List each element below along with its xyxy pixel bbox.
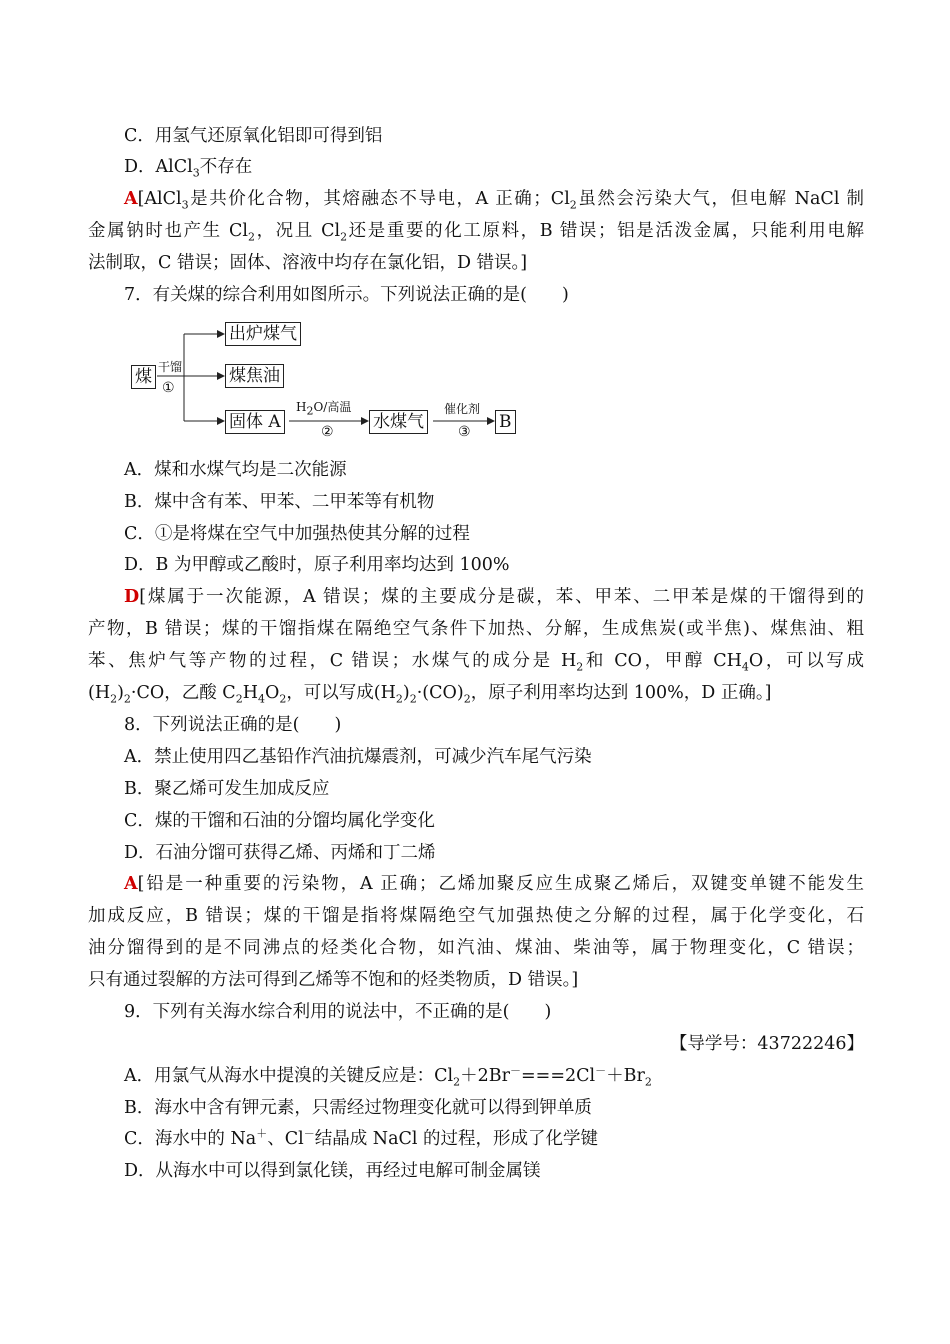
q9-option-a: A．用氯气从海水中提溴的关键反应是：$Cl_2+2Br^-===2Cl^-+Br_2$ [124, 1064, 652, 1089]
q7-option-a: A．煤和水煤气均是二次能源 [124, 460, 347, 480]
step1-label: 干馏 [158, 360, 183, 374]
guide-number: 【导学号：43722246】 [669, 1034, 864, 1054]
q8-option-b: B．聚乙烯可发生加成反应 [124, 779, 330, 799]
step3-number: ③ [458, 424, 471, 440]
q6-option-c: C．用氢气还原氧化铝即可得到铝 [124, 126, 383, 146]
q7-option-d: D．B 为甲醇或乙酸时，原子利用率均达到 100% [124, 555, 510, 575]
q6-answer-line-2: 金属钠时也产生 $Cl_2$，况且 $Cl_2$还是重要的化工原料，B 错误；铝是活泼金属，只能利用电解 [88, 221, 864, 244]
step2-label: $H_2O/$高温 [296, 400, 352, 418]
q8-answer-line-3: 油分馏得到的是不同沸点的烃类化合物，如汽油、煤油、柴油等，属于物理变化，C 错误； [88, 938, 864, 958]
q6-answer-letter: A [124, 189, 138, 209]
q7-answer-line-4: $(H_2)_2\cdot CO$，乙酸 $C_2H_4O_2$，可以写成$(H_2)_2\cdot(CO)_2$，原子利用率均达到 100%，D 正确。] [88, 683, 772, 706]
q8-option-d: D．石油分馏可获得乙烯、丙烯和丁二烯 [124, 843, 436, 863]
q8-answer-line-4: 只有通过裂解的方法可得到乙烯等不饱和的烃类物质，D 错误。] [88, 970, 579, 990]
q8-option-c: C．煤的干馏和石油的分馏均属化学变化 [124, 811, 435, 831]
step2-number: ② [321, 424, 334, 440]
q7-option-b: B．煤中含有苯、甲苯、二甲苯等有机物 [124, 492, 435, 512]
coal-utilization-diagram [128, 320, 528, 445]
q9-option-d: D．从海水中可以得到氯化镁，再经过电解可制金属镁 [124, 1161, 541, 1181]
product-b-box: B [495, 410, 516, 434]
q7-answer-line-1: D[煤属于一次能源，A 错误；煤的主要成分是碳，苯、甲苯、二甲苯是煤的干馏得到的 [124, 587, 864, 607]
q7-stem: 7．有关煤的综合利用如图所示。下列说法正确的是( ) [124, 285, 569, 305]
q6-option-d: D．AlCl$_3$不存在 [124, 157, 253, 180]
q9-option-c: C．海水中的 Na＋、Cl－结晶成 NaCl 的过程，形成了化学键 [124, 1127, 599, 1149]
q7-answer-letter: D [124, 587, 140, 607]
q8-option-a: A．禁止使用四乙基铅作汽油抗爆震剂，可减少汽车尾气污染 [124, 747, 592, 767]
q8-answer-line-1: A[铅是一种重要的污染物，A 正确；乙烯加聚反应生成聚乙烯后，双键变单键不能发生 [124, 874, 864, 894]
q7-option-c: C．①是将煤在空气中加强热使其分解的过程 [124, 524, 470, 544]
water-gas-box: 水煤气 [369, 410, 428, 434]
q7-answer-line-2: 产物，B 错误；煤的干馏指煤在隔绝空气条件下加热、分解，生成焦炭(或半焦)、煤焦油、粗 [88, 619, 864, 639]
q9-option-b: B．海水中含有钾元素，只需经过物理变化就可以得到钾单质 [124, 1098, 592, 1118]
step3-label: 催化剂 [444, 402, 481, 416]
out2-box: 煤焦油 [225, 364, 284, 388]
q8-answer-line-2: 加成反应，B 错误；煤的干馏是指将煤隔绝空气加强热使之分解的过程，属于化学变化，石 [88, 906, 864, 926]
q6-answer-line-1: A[AlCl$_3$是共价化合物，其熔融态不导电，A 正确；$Cl_2$虽然会污染大气，但电解 NaCl 制 [124, 189, 864, 212]
q9-stem: 9．下列有关海水综合利用的说法中，不正确的是( ) [124, 1002, 552, 1022]
out3-box: 固体 A [225, 410, 285, 434]
q8-answer-letter: A [124, 874, 138, 894]
q8-stem: 8．下列说法正确的是( ) [124, 715, 342, 735]
out1-box: 出炉煤气 [225, 322, 301, 346]
q7-answer-line-3: 苯、焦炉气等产物的过程，C 错误；水煤气的成分是 $H_2$和 CO，甲醇 $CH_4O$，可以写成 [88, 651, 864, 674]
step1-number: ① [162, 380, 175, 396]
coal-box: 煤 [131, 365, 156, 389]
q6-answer-line-3: 法制取，C 错误；固体、溶液中均存在氯化铝，D 错误。] [88, 253, 528, 273]
